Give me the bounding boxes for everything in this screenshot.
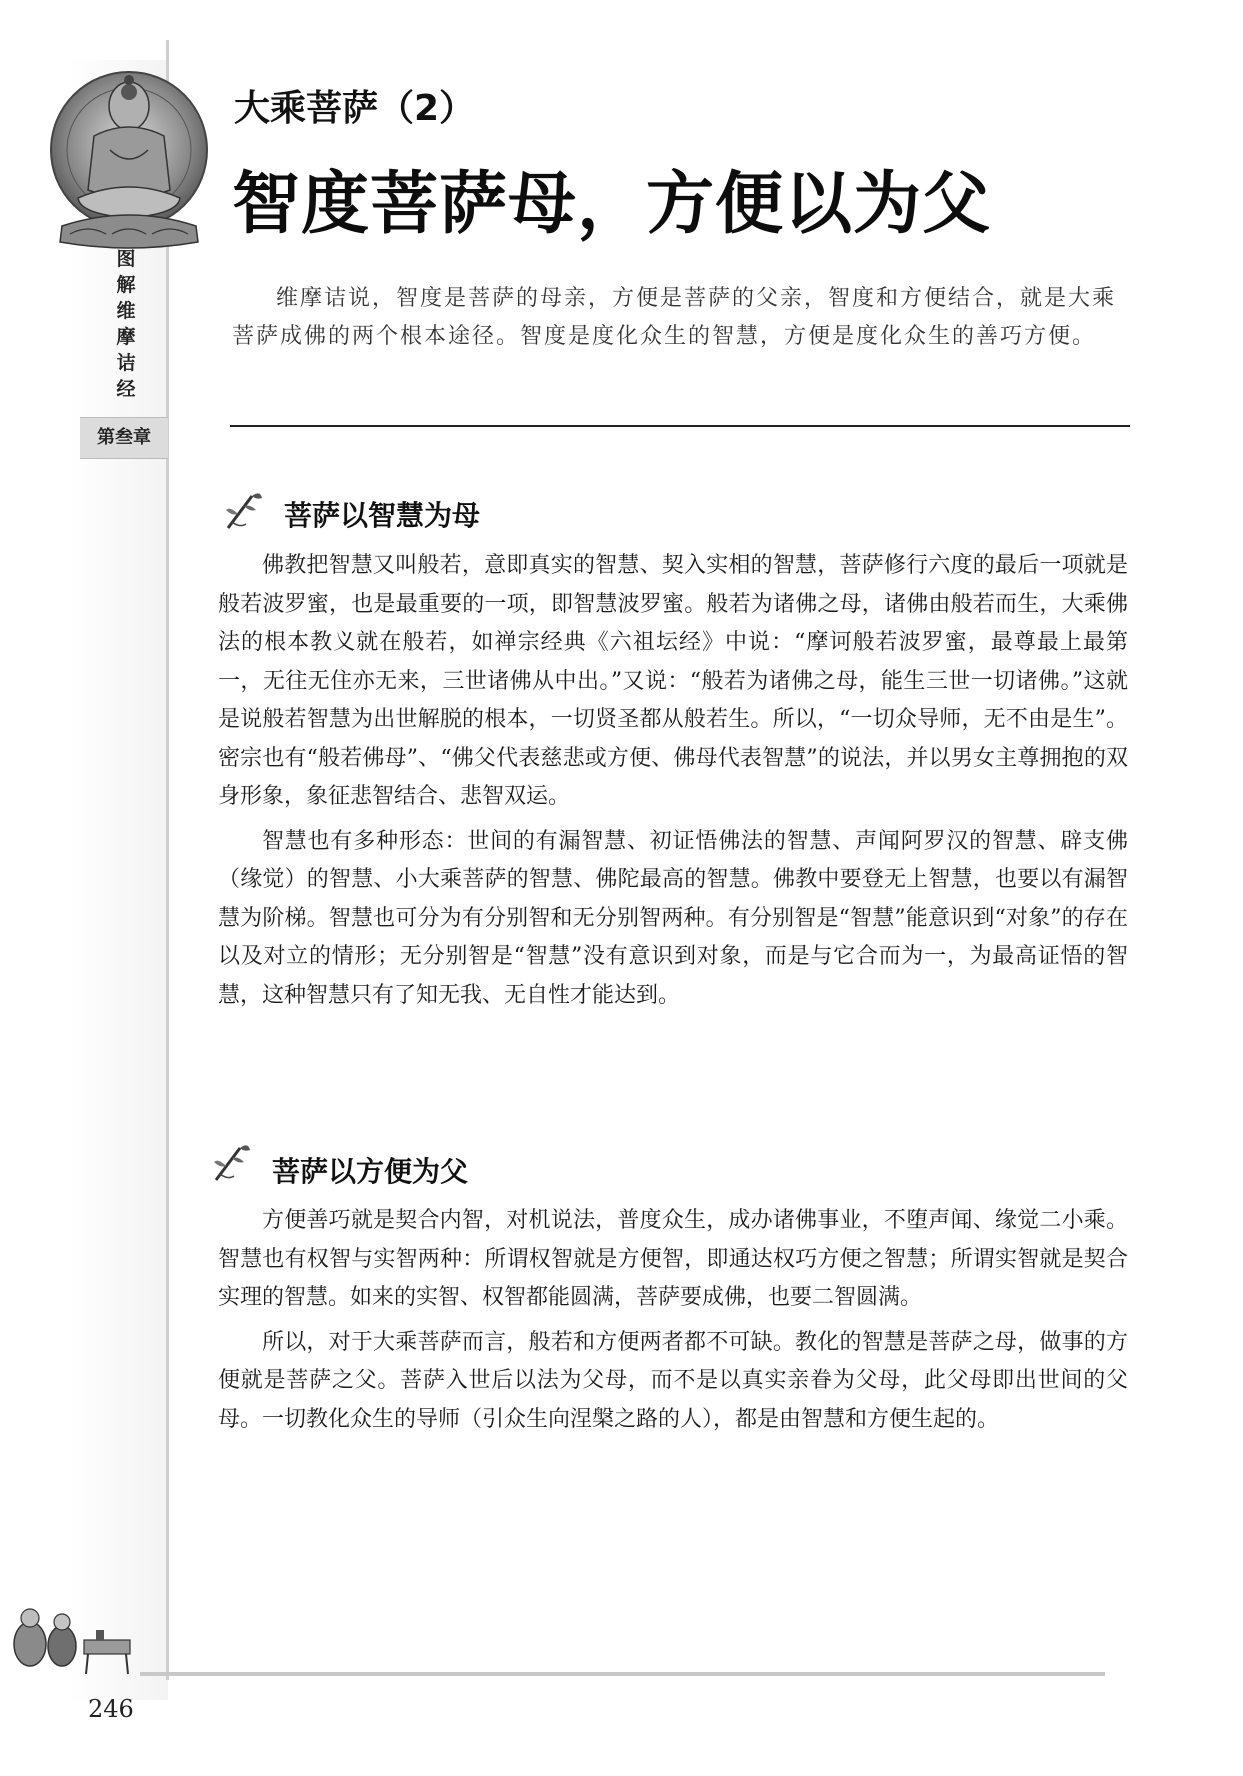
section-heading: 菩萨以智慧为母 — [284, 499, 481, 532]
section-body — [218, 1202, 1128, 1445]
body-paragraph: 智慧也有多种形态：世间的有漏智慧、初证悟佛法的智慧、声闻阿罗汉的智慧、辟支佛（缘觉）的智慧、小大乘菩萨的智慧、佛陀最高的智慧。佛教中要登无上智慧，也要以有漏智慧为阶梯。智慧也可分为有分别智和无分别智两种。有分别智是“智慧”能意识到“对象”的存在以及对立的情形；无分别智是“智慧”没有意识到对象，而是与它合而为一，为最高证悟的智慧，这种智慧只有了知无我、无自性才能达到。 — [218, 828, 1128, 1008]
book-title-char: 解 — [116, 274, 136, 296]
book-title-vertical — [108, 246, 144, 402]
buddha-figure-icon — [48, 58, 210, 254]
book-title-char: 摩 — [116, 326, 136, 348]
book-title-char: 图 — [116, 248, 136, 270]
section-body — [218, 547, 1128, 1021]
book-title-char: 维 — [116, 300, 136, 322]
bamboo-brush-icon — [222, 488, 266, 534]
section-subtitle: 大乘菩萨（2） — [234, 88, 476, 129]
bamboo-brush-icon — [210, 1140, 254, 1186]
body-paragraph: 佛教把智慧又叫般若，意即真实的智慧、契入实相的智慧，菩萨修行六度的最后一项就是般若波罗蜜，也是最重要的一项，即智慧波罗蜜。般若为诸佛之母，诸佛由般若而生，大乘佛法的根本教义就在般若，如禅宗经典《六祖坛经》中说：“摩诃般若波罗蜜，最尊最上最第一，无往无住亦无来，三世诸佛从中出。”又说：“般若为诸佛之母，能生三世一切诸佛。”这就是说般若智慧为出世解脱的根本，一切贤圣都从般若生。所以，“一切众导师，无不由是生”。密宗也有“般若佛母”、“佛父代表慈悲或方便、佛母代表智慧”的说法，并以男女主尊拥抱的双身形象，象征悲智结合、悲智双运。 — [218, 553, 1128, 809]
monks-illustration-icon — [4, 1590, 144, 1680]
footer-rule — [140, 1672, 1105, 1676]
intro-paragraph: 维摩诘说，智度是菩萨的母亲，方便是菩萨的父亲，智度和方便结合，就是大乘菩萨成佛的两个根本途径。智度是度化众生的智慧，方便是度化众生的善巧方便。 — [232, 286, 1117, 349]
page-title: 智度菩萨母，方便以为父 — [232, 165, 992, 244]
body-paragraph: 方便善巧就是契合内智，对机说法，普度众生，成办诸佛事业，不堕声闻、缘觉二小乘。智慧也有权智与实智两种：所谓权智就是方便智，即通达权巧方便之智慧；所谓实智就是契合实理的智慧。如来的实智、权智都能圆满，菩萨要成佛，也要二智圆满。 — [218, 1208, 1128, 1310]
margin-divider — [166, 40, 169, 1680]
section-heading: 菩萨以方便为父 — [272, 1155, 469, 1188]
chapter-label: 第叁章 — [80, 417, 168, 459]
book-title-char: 经 — [116, 378, 136, 400]
page-number: 246 — [88, 1695, 134, 1723]
book-title-char: 诘 — [116, 352, 136, 374]
body-paragraph: 所以，对于大乘菩萨而言，般若和方便两者都不可缺。教化的智慧是菩萨之母，做事的方便就是菩萨之父。菩萨入世后以法为父母，而不是以真实亲眷为父母，此父母即出世间的父母。一切教化众生的导师（引众生向涅槃之路的人），都是由智慧和方便生起的。 — [218, 1329, 1128, 1432]
divider-rule — [230, 425, 1130, 427]
